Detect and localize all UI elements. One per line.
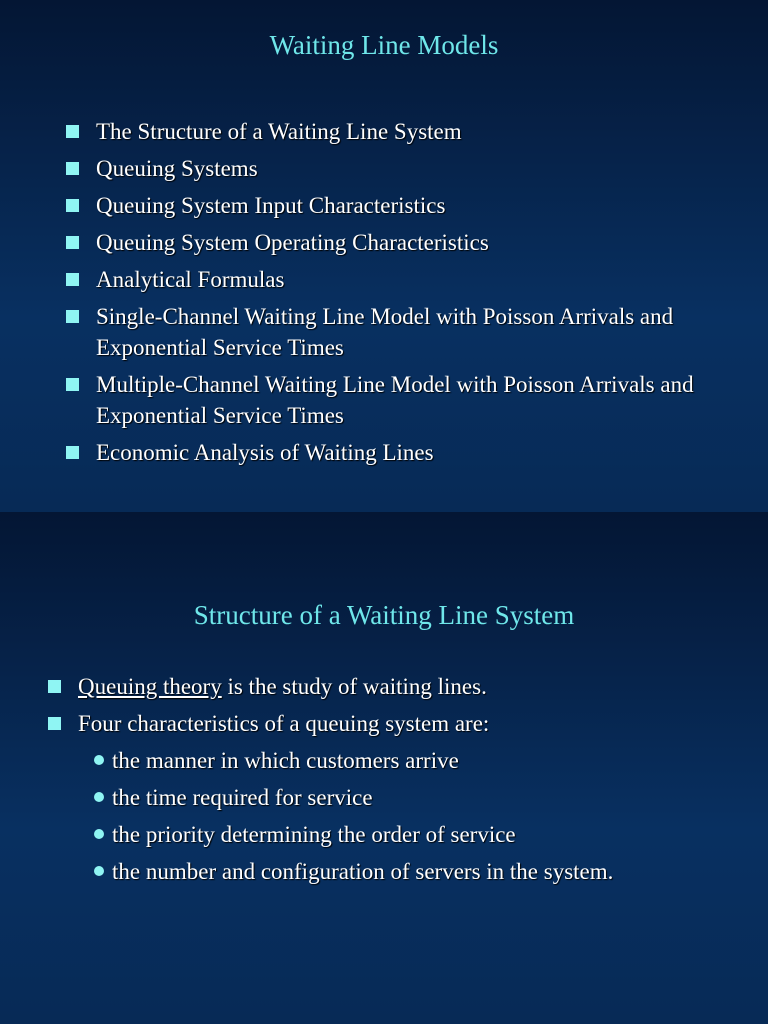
sub-list-item-text: the number and configuration of servers in the system. — [112, 859, 614, 884]
round-bullet-icon — [94, 866, 104, 876]
list-item-text: Queuing System Input Characteristics — [96, 193, 446, 218]
square-bullet-icon — [66, 162, 79, 175]
sub-list-item-text: the time required for service — [112, 785, 373, 810]
slide-2 — [0, 512, 768, 1024]
list-item-text: Multiple-Channel Waiting Line Model with Poisson Arrivals and Exponential Service Times — [96, 372, 694, 428]
list-item — [66, 369, 716, 431]
slide-2-bullet-list — [48, 671, 698, 893]
square-bullet-icon — [66, 310, 79, 323]
round-bullet-icon — [94, 755, 104, 765]
list-item-text: Queuing System Operating Characteristics — [96, 230, 489, 255]
queuing-theory-term: Queuing theory — [78, 674, 222, 699]
list-item-text: Single-Channel Waiting Line Model with Poisson Arrivals and Exponential Service Times — [96, 304, 674, 360]
list-item — [66, 227, 716, 258]
list-item-text: The Structure of a Waiting Line System — [96, 119, 462, 144]
sub-list-item — [94, 782, 714, 813]
list-item-text: Queuing Systems — [96, 156, 258, 181]
square-bullet-icon — [48, 680, 61, 693]
list-item — [66, 264, 716, 295]
square-bullet-icon — [66, 199, 79, 212]
square-bullet-icon — [66, 273, 79, 286]
sub-list-item — [94, 745, 714, 776]
sub-list-item — [94, 819, 714, 850]
list-item-text: Four characteristics of a queuing system are: — [78, 711, 490, 736]
square-bullet-icon — [66, 378, 79, 391]
square-bullet-icon — [66, 236, 79, 249]
list-item — [66, 437, 716, 468]
square-bullet-icon — [66, 125, 79, 138]
slide-1-bullet-list — [66, 116, 716, 474]
list-item — [66, 301, 716, 363]
sub-list-item-text: the manner in which customers arrive — [112, 748, 459, 773]
list-item — [66, 153, 716, 184]
list-item — [66, 190, 716, 221]
sub-list-item-text: the priority determining the order of service — [112, 822, 516, 847]
square-bullet-icon — [48, 717, 61, 730]
slide-2-title: Structure of a Waiting Line System — [193, 600, 575, 630]
list-item-text: Analytical Formulas — [96, 267, 285, 292]
characteristics-sublist — [94, 745, 714, 887]
sub-list-item — [94, 856, 714, 887]
square-bullet-icon — [66, 446, 79, 459]
list-item — [48, 671, 698, 702]
round-bullet-icon — [94, 792, 104, 802]
list-item — [66, 116, 716, 147]
list-item-text: Economic Analysis of Waiting Lines — [96, 440, 434, 465]
round-bullet-icon — [94, 829, 104, 839]
slide-1-title: Waiting Line Models — [269, 30, 499, 60]
list-item-text: is the study of waiting lines. — [221, 674, 487, 699]
list-item — [48, 708, 698, 887]
